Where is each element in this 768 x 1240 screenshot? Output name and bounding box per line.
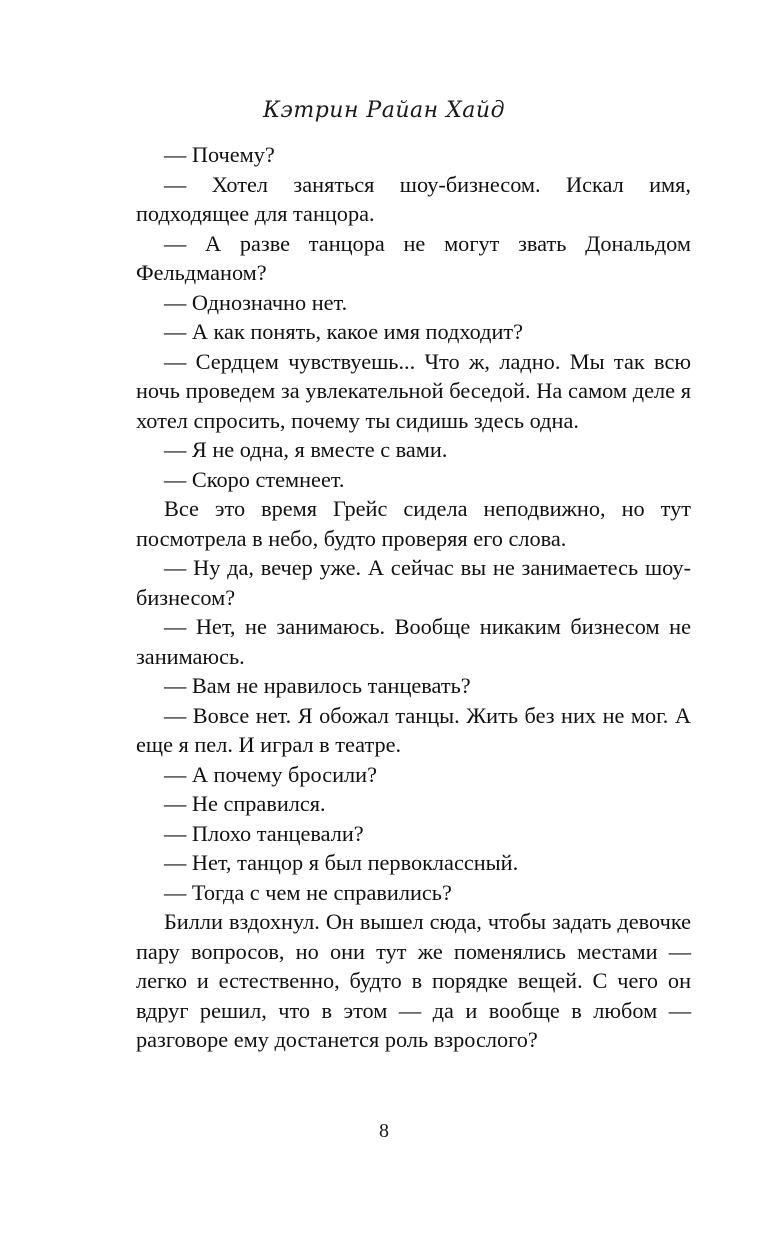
paragraph: — Хотел заняться шоу-бизнесом. Искал имя, подходящее для танцора.: [136, 171, 691, 226]
paragraph: — А как понять, какое имя подходит?: [164, 319, 524, 344]
page-number: 8: [379, 1120, 389, 1142]
paragraph: — Сердцем чувствуешь... Что ж, ладно. Мы так всю ночь проведем за увлекательной беседой. На самом деле я хотел спросить, почему ты сидишь здесь одна.: [136, 348, 691, 433]
paragraph: — Скоро стемнеет.: [164, 466, 345, 492]
paragraph: — А разве танцора не могут звать Дональдом Фельдманом?: [136, 230, 691, 285]
paragraph: — Тогда с чем не справились?: [164, 879, 452, 905]
paragraph: — Нет, танцор я был первоклассный.: [164, 850, 519, 875]
paragraph: — Нет, не занимаюсь. Вообще никаким бизнесом не занимаюсь.: [136, 614, 691, 669]
paragraph: — Я не одна, я вместе с вами.: [164, 437, 448, 462]
paragraph: — Однозначно нет.: [164, 289, 348, 315]
paragraph: — А почему бросили?: [164, 761, 377, 787]
paragraph: — Вам не нравилось танцевать?: [164, 673, 471, 698]
paragraph: Билли вздохнул. Он вышел сюда, чтобы задать девочке пару вопросов, но они тут же поменялись местами — легко и естественно, будто в порядке вещей. С чего он вдруг решил, что в этом — да и вообще в любом — разговоре ему достанется роль взрослого?: [136, 909, 691, 1052]
paragraph: — Почему?: [164, 142, 275, 167]
paragraph: — Плохо танцевали?: [164, 820, 364, 846]
paragraph: Все это время Грейс сидела неподвижно, но тут посмотрела в небо, будто проверяя его слова.: [136, 496, 691, 551]
paragraph: — Вовсе нет. Я обожал танцы. Жить без них не мог. А еще я пел. И играл в театре.: [136, 702, 691, 757]
paragraph: — Ну да, вечер уже. А сейчас вы не занимаетесь шоу-бизнесом?: [136, 555, 691, 610]
paragraph: — Не справился.: [164, 791, 326, 816]
running-head-author: Кэтрин Райан Хайд: [262, 98, 506, 123]
body-text: [136, 140, 691, 1055]
